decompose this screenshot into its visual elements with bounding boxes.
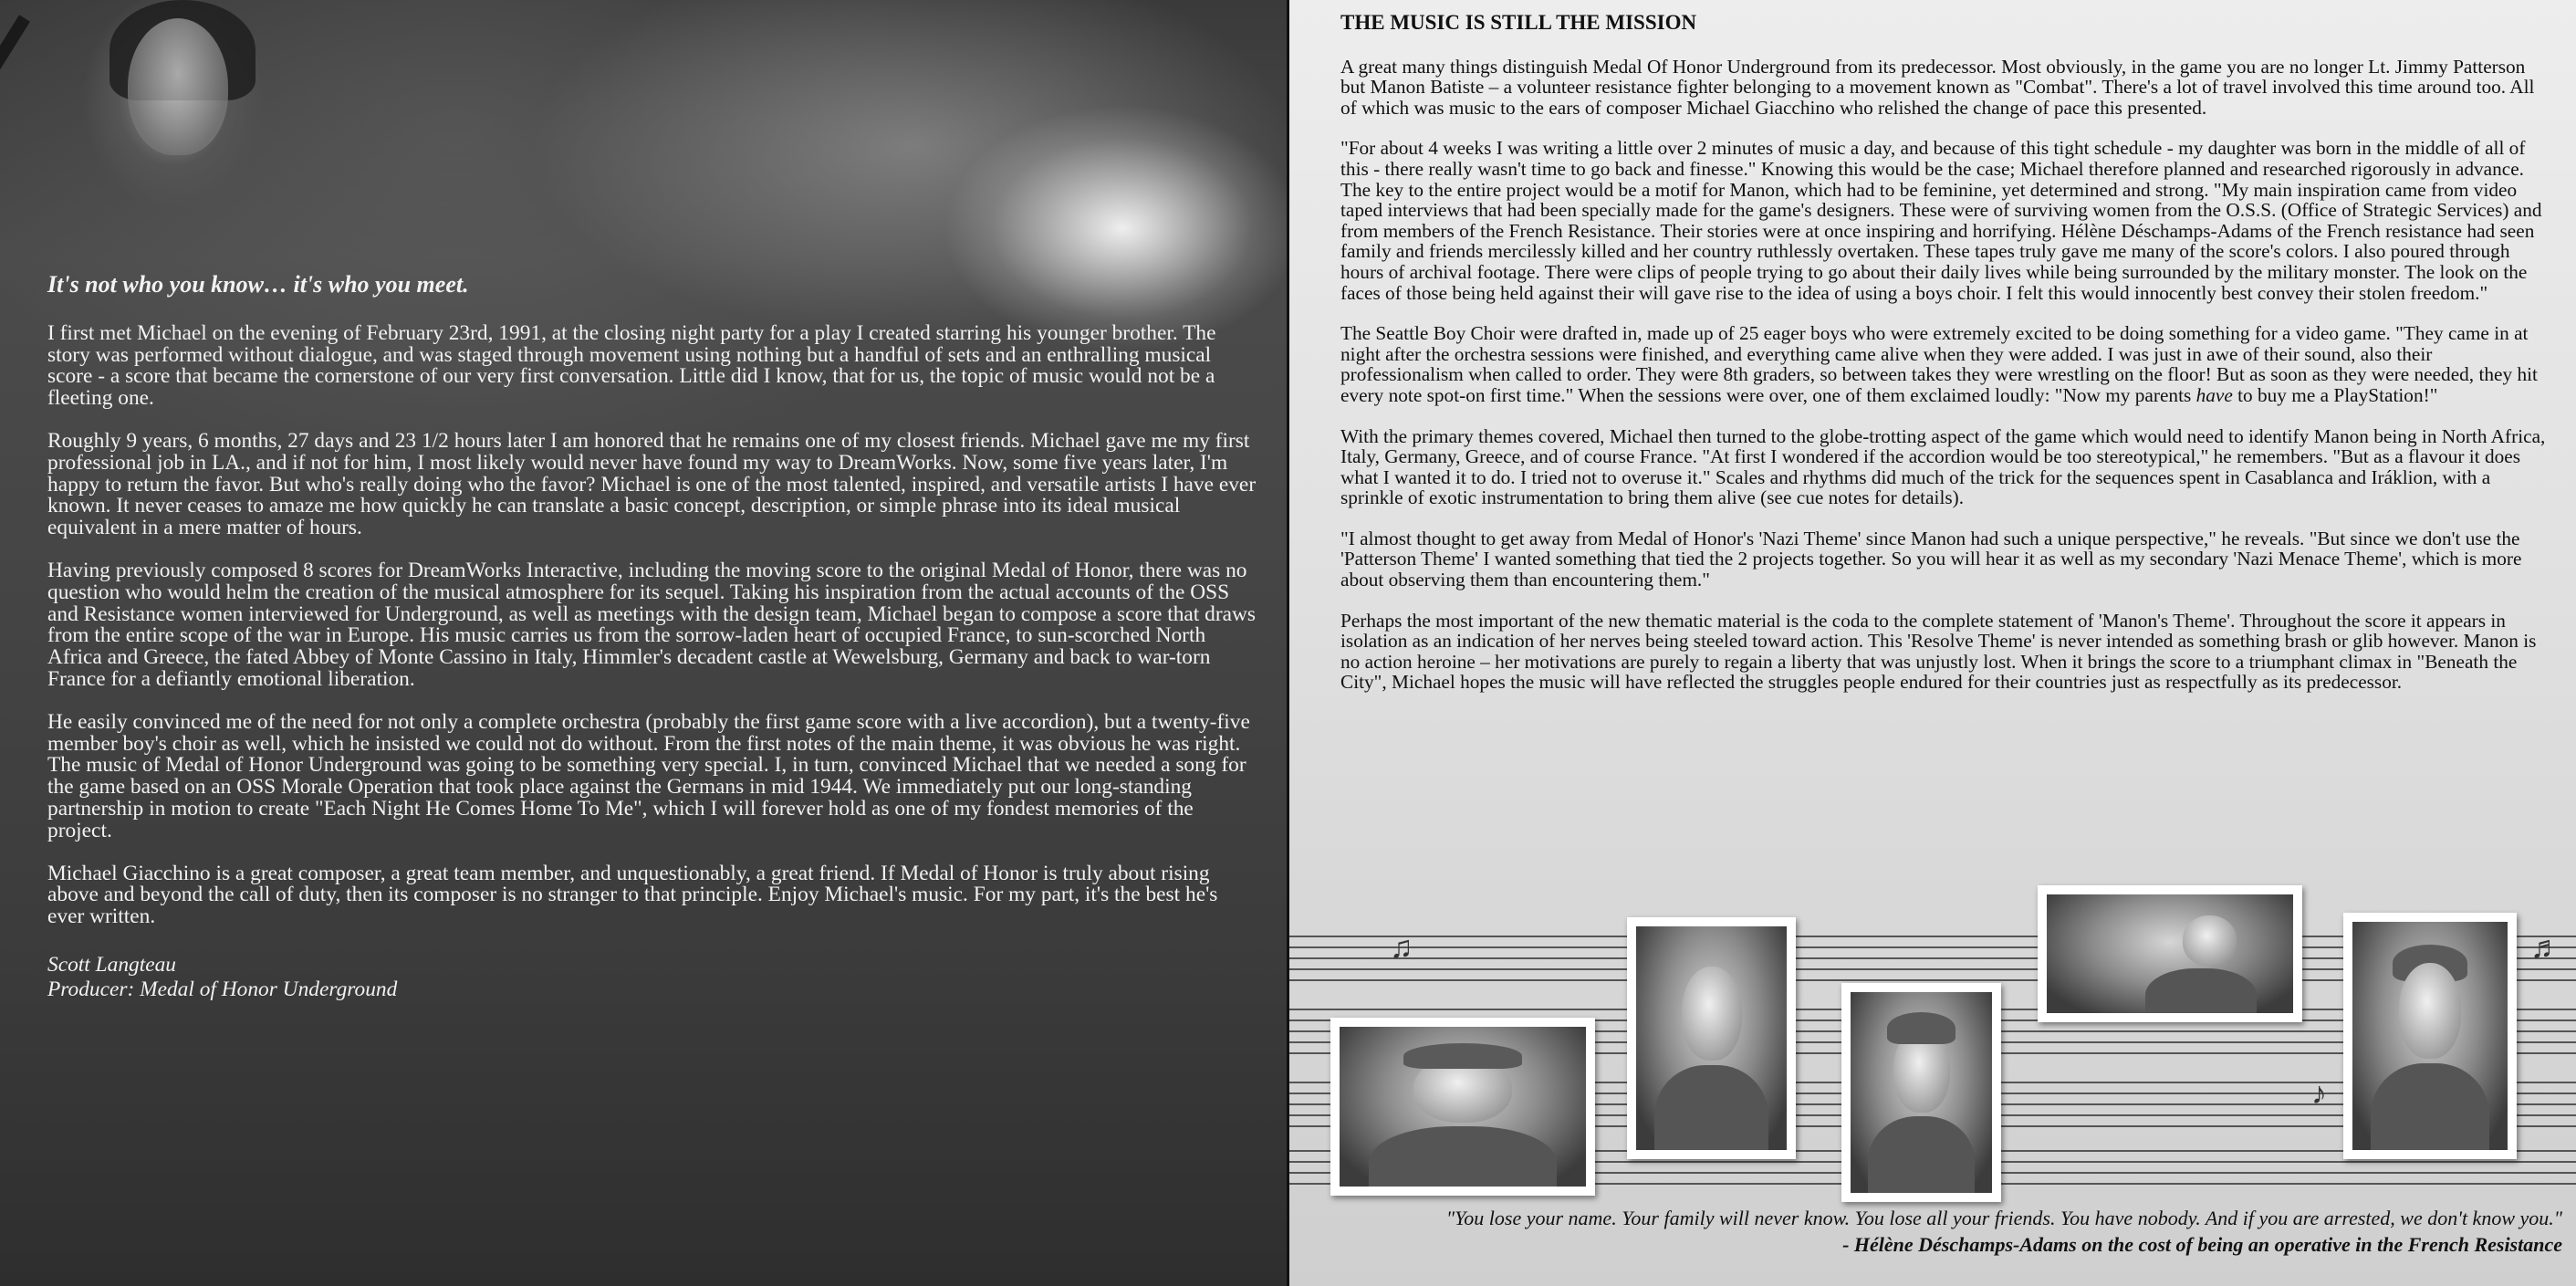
- left-paragraph: I first met Michael on the evening of February 23rd, 1991, at the closing night party for a play I created starring his younger brother. The story was performed without dialogue, and was staged through movement using nothing but a handful of sets and an enthralling musical score - a score that became the cornerstone of our very first conversation. Little did I know, that for us, the topic of music would not be a fleeting one.: [47, 320, 1216, 411]
- right-paragraph: With the primary themes covered, Michael then turned to the globe-trotting aspect of the game which would need to identify Manon being in North Africa, Italy, Germany, Greece, and of course France. "At first I wondered if the accordion would be too stereotypical," he remembers. "But as a flavour it does what I wanted it to do. I tried not to overuse it." Scales and rhythms did much of the trick for the sequences spent in Casablanca and Iráklion, with a sprinkle of exotic instrumentation to bring them alive (see cue notes for details).: [1340, 424, 2546, 509]
- quote-block: [1289, 1205, 2562, 1258]
- p3-emphasis: have: [2195, 383, 2233, 406]
- resistance-woman-illustration: [0, 0, 329, 246]
- photo-collage: [1289, 917, 2576, 1200]
- signature-title: Producer: Medal of Honor Underground: [47, 977, 398, 1001]
- signature: [47, 953, 1257, 1002]
- quote-text: "You lose your name. Your family will never know. You lose all your friends. You have nobody. And if you are arrested, we don't know you.": [1445, 1207, 2562, 1229]
- archival-photo: [2343, 913, 2517, 1159]
- right-page: [1287, 0, 2576, 1286]
- right-page-heading: THE MUSIC IS STILL THE MISSION: [1340, 11, 1697, 34]
- archival-photo: [2038, 885, 2302, 1022]
- right-paragraph: "I almost thought to get away from Medal of Honor's 'Nazi Theme' since Manon had such a unique perspective," he reveals. "But since we don't use the 'Patterson Theme' I wanted something that tied the 2 projects together. So you will hear it as well as my secondary 'Nazi Menace Theme', which is more about observing them than encountering them.": [1340, 527, 2522, 591]
- music-note-icon: ♬: [2530, 931, 2561, 965]
- left-paragraph: Roughly 9 years, 6 months, 27 days and 23 1/2 hours later I am honored that he remains one of my closest friends. Michael gave me my first professional job in LA., and if not for him, I most likely would never have found my way to DreamWorks. Now, some five years later, I'm happy to return the favor. But who's really doing who the favor? Michael is one of the most talented, inspired, and versatile artists I have ever known. It never ceases to amaze me how quickly he can translate a basic concept, description, or simple phrase into its ideal musical equivalent in a mere matter of hours.: [47, 428, 1257, 540]
- right-paragraph: A great many things distinguish Medal Of Honor Underground from its predecessor. Most obviously, in the game you are no longer Lt. Jimmy Patterson but Manon Batiste – a volunteer resistance fighter belonging to a movement known as "Combat". There's a lot of travel involved this time around too. All of which was music to the ears of composer Michael Giacchino who relished the change of pace this presented.: [1340, 55, 2535, 119]
- right-paragraph: Perhaps the most important of the new thematic material is the coda to the complete statement of 'Manon's Theme'. Throughout the score it appears in isolation as an indication of her nerves being steeled toward action. This 'Resolve Theme' is never intended as something brash or glib however. Manon is no action heroine – her motivations are purely to regain a liberty that was unjustly lost. When it brings the score to a triumphant climax in "Beneath the City", Michael hopes the music will have reflected the struggles people endured for their countries just as respectfully as its predecessor.: [1340, 609, 2537, 694]
- left-page-text: [47, 271, 1257, 1002]
- left-paragraph: He easily convinced me of the need for not only a complete orchestra (probably the first game score with a live accordion), but a twenty-five member boy's choir as well, which he insisted we could not do without. From the first notes of the main theme, it was obvious he was right. The music of Medal of Honor Underground was going to be something very special. I, in turn, convinced Michael that we needed a song for the game based on an OSS Morale Operation that took place against the Germans in mid 1944. We immediately put our long-standing partnership in motion to create "Each Night He Comes Home To Me", which I will forever hold as one of my fondest memories of the project.: [47, 709, 1250, 842]
- music-note-icon: ♫: [1390, 931, 1413, 965]
- signature-name: Scott Langteau: [47, 952, 176, 977]
- left-page: [0, 0, 1287, 1286]
- left-page-heading: It's not who you know… it's who you meet.: [47, 271, 469, 298]
- archival-photo: [1627, 917, 1796, 1159]
- p3-text-before: The Seattle Boy Choir were drafted in, made up of 25 eager boys who were extremely excited to be doing something for a video game. "They came in at night after the orchestra sessions were finished, and everything came alive when they were added. I was just in awe of their sound, also their professionalism when called to order. They were 8th graders, so between takes they were wrestling on the floor! But as soon as they were needed, they hit every note spot-on first time." When the sessions were over, one of them exclaimed loudly: "Now my parents: [1340, 322, 2538, 406]
- quote-attribution: - Hélène Déschamps-Adams on the cost of being an operative in the French Resistance: [1842, 1233, 2562, 1256]
- left-paragraph: Having previously composed 8 scores for DreamWorks Interactive, including the moving score to the original Medal of Honor, there was no question who would helm the creation of the musical atmosphere for its sequel. Taking his inspiration from the actual accounts of the OSS and Resistance women interviewed for Underground, as well as meetings with the design team, Michael began to compose a score that draws from the entire scope of the war in Europe. His music carries us from the sorrow-laden heart of occupied France, to sun-scorched North Africa and Greece, the fated Abbey of Monte Cassino in Italy, Himmler's decadent castle at Wewelsburg, Germany and back to war-torn France for a defiantly emotional liberation.: [47, 558, 1257, 691]
- right-paragraph: [1340, 323, 2550, 405]
- archival-photo: [1841, 983, 2001, 1202]
- archival-photo: [1330, 1018, 1595, 1196]
- right-page-text: [1340, 13, 2550, 713]
- right-paragraph: "For about 4 weeks I was writing a little over 2 minutes of music a day, and because of this tight schedule - my daughter was born in the middle of all of this - there really wasn't time to go back and finesse." Knowing this would be the case; Michael therefore planned and researched rigorously in advance. The key to the entire project would be a motif for Manon, which had to be feminine, yet determined and strong. "My main inspiration came from video taped interviews that had been specially made for the game's designers. These were of surviving women from the O.S.S. (Office of Strategic Services) and from members of the French Resistance. Their stories were at once inspiring and horrifying. Hélène Déschamps-Adams of the French resistance had seen family and friends mercilessly killed and her country ruthlessly overtaken. These tapes truly gave me many of the score's colors. I also poured through hours of archival footage. There were clips of people trying to go about their daily lives while being surrounded by the military monster. The look on the faces of those being held against their will gave rise to the idea of using a boys choir. I felt this would innocently best convey their stolen freedom.": [1340, 137, 2542, 304]
- p3-text-after: to buy me a PlayStation!": [2232, 383, 2438, 406]
- left-paragraph: Michael Giacchino is a great composer, a great team member, and unquestionably, a great friend. If Medal of Honor is truly about rising above and beyond the call of duty, then its composer is no stranger to that principle. Enjoy Michael's music. For my part, it's the best he's ever written.: [47, 861, 1218, 929]
- music-note-icon: ♪: [2311, 1077, 2327, 1111]
